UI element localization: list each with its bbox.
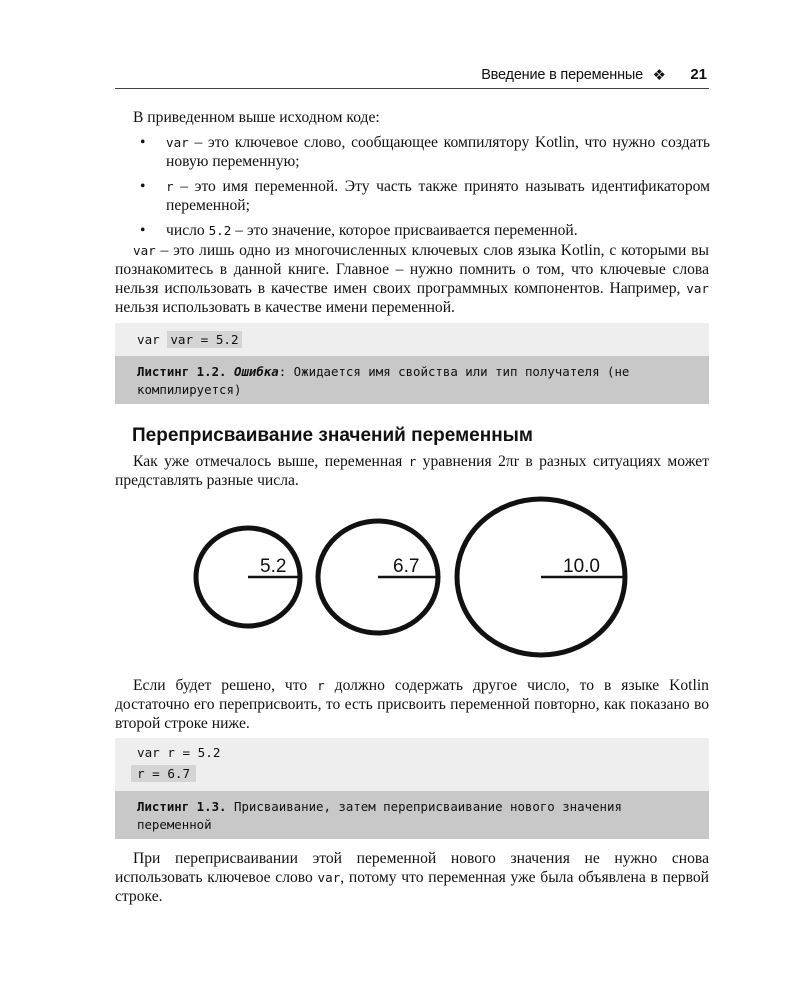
listing-label: Листинг 1.2. (137, 364, 227, 379)
paragraph-text: уравнения 2πr в разных ситуациях может представлять разные числа. (115, 453, 710, 489)
inline-code: r (317, 678, 325, 693)
paragraph-text: , потому что переменная уже была объявлена в первой строке. (115, 869, 709, 905)
code-block (115, 323, 709, 356)
code-line (131, 766, 196, 781)
circle-medium (318, 521, 438, 633)
list-item (140, 177, 710, 215)
radius-label: 10.0 (563, 556, 600, 577)
listing-1-2 (115, 323, 709, 404)
list-item (140, 221, 710, 240)
closing-paragraph (115, 849, 709, 906)
inline-code: 5.2 (208, 223, 232, 238)
circles-figure (180, 495, 640, 665)
paragraph-text: Как уже отмечалось выше, переменная (133, 453, 409, 470)
list-item-prefix: число (166, 222, 209, 239)
bullet-list (140, 133, 710, 246)
circle-large (457, 499, 625, 655)
code-highlight: var = 5.2 (167, 331, 241, 348)
list-item-text: – это имя переменной. Эту часть также принято называть идентификатором переменной; (166, 178, 710, 214)
page-number: 21 (690, 66, 707, 83)
bullet-marker: • (140, 134, 146, 151)
circle-small (196, 528, 300, 626)
listing-caption-text: Присваивание, затем переприсваивание нового значения переменной (137, 799, 622, 832)
code-line (137, 332, 242, 347)
chapter-title: Введение в переменные (481, 67, 643, 83)
code-block (115, 738, 709, 791)
paragraph-text: – это лишь одно из многочисленных ключевых слов языка Kotlin, с которыми вы познакомитесь в данной книге. Главное – нужно помнить о том, что ключевые слова нельзя использовать в качестве имен своих программных компонентов. Например, (115, 242, 709, 297)
list-item-text: – это ключевое слово, сообщающее компилятору Kotlin, что нужно создать новую переменную; (166, 134, 710, 170)
listing-emphasis: Ошибка (234, 364, 279, 379)
bullet-marker: • (140, 178, 146, 195)
bullet-marker: • (140, 222, 146, 239)
paragraph-text: должно содержать другое число, то в языке Kotlin достаточно его переприсвоить, то есть присвоить переменной повторно, как показано во второй строке ниже. (115, 677, 709, 732)
inline-code: var (317, 870, 341, 885)
inline-code: r (408, 454, 417, 469)
radius-label: 6.7 (393, 556, 420, 577)
listing-caption-text: : Ожидается имя свойства или тип получателя (не компилируется) (137, 364, 630, 397)
inline-code: var (133, 243, 156, 258)
code-plain: var (137, 332, 168, 347)
listing-caption (115, 791, 709, 839)
radius-label: 5.2 (260, 556, 287, 577)
list-item (140, 133, 710, 171)
code-line: var r = 5.2 (137, 745, 221, 760)
listing-1-3 (115, 738, 709, 839)
code-highlight: r = 6.7 (131, 765, 196, 782)
listing-caption (115, 356, 709, 404)
variable-paragraph (115, 452, 709, 490)
inline-code: r (166, 179, 174, 194)
section-heading: Переприсваивание значений переменным (132, 425, 533, 446)
list-item-text: – это значение, которое присваивается переменной. (231, 222, 578, 239)
paragraph-text: Если будет решено, что (133, 677, 318, 694)
keywords-paragraph (115, 241, 709, 317)
listing-label: Листинг 1.3. (137, 799, 227, 814)
paragraph-text: При переприсваивании этой переменной нового значения не нужно снова использовать ключевое слово (115, 850, 709, 886)
inline-code: var (166, 135, 189, 150)
reassign-paragraph (115, 676, 709, 733)
running-header (115, 66, 709, 89)
paragraph-text: нельзя использовать в качестве имени переменной. (115, 299, 455, 316)
intro-paragraph: В приведенном выше исходном коде: (133, 109, 380, 126)
inline-code: var (686, 281, 709, 296)
diamond-icon: ❖ (652, 67, 666, 84)
